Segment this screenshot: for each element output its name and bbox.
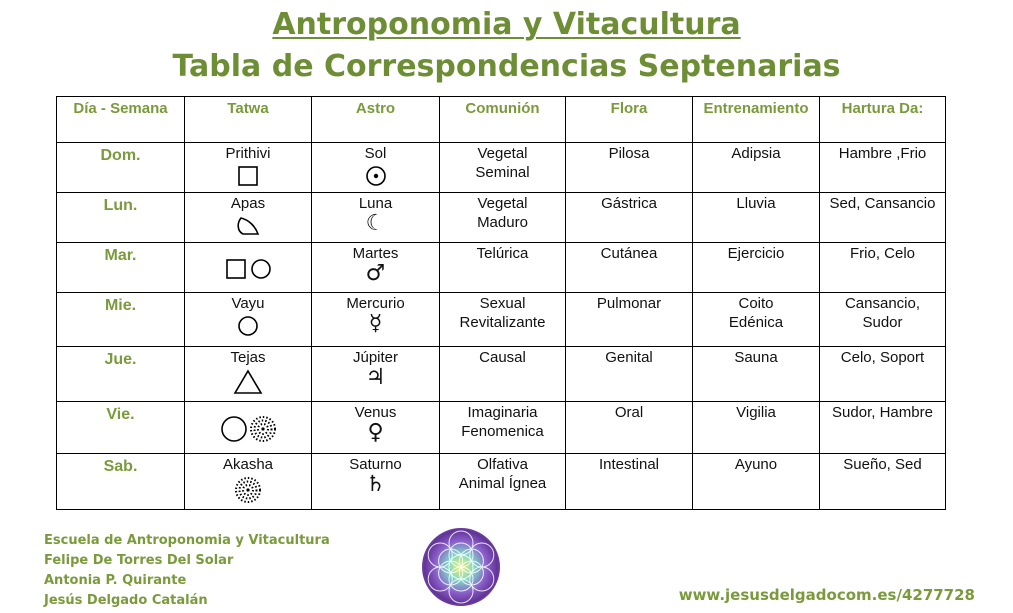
tatwa-name: Prithivi [225,145,271,162]
footer-author-2: Antonia P. Quirante [44,573,187,588]
footer-author-3: Jesús Delgado Catalán [44,593,208,608]
table-row [57,293,946,347]
tatwa-name: Apas [230,195,266,212]
flora-cell: Oral [566,402,693,454]
header-hartura: Hartura Da: [820,97,946,143]
table-row [57,243,946,293]
day-cell: Mie. [57,293,185,347]
mercury-icon: ☿ [368,311,383,336]
sun-icon [365,165,387,187]
flora-cell: Pilosa [566,143,693,193]
day-cell: Sab. [57,454,185,510]
day-cell: Jue. [57,347,185,402]
venus-icon: ♀ [367,420,384,445]
astro-cell [312,293,440,347]
astro-cell [312,347,440,402]
table-row [57,193,946,243]
flora-cell: Cutánea [566,243,693,293]
hartura-cell: Celo, Soport [820,347,946,402]
table-row [57,143,946,193]
tatwa-cell [185,243,312,293]
comunion-cell: Telúrica [440,243,566,293]
tatwa-cell [185,402,312,454]
hartura-cell: Cansancio, Sudor [820,293,946,347]
header-comunion: Comunión [440,97,566,143]
tatwa-name: Akasha [222,456,274,473]
flora-cell: Intestinal [566,454,693,510]
comunion-cell: Sexual Revitalizante [440,293,566,347]
header-entrenamiento: Entrenamiento [693,97,820,143]
tatwa-cell [185,143,312,193]
correspondence-table [56,96,946,510]
mars-icon: ♂ [365,261,386,286]
day-cell: Dom. [57,143,185,193]
astro-name: Saturno [349,456,402,473]
header-dia: Día - Semana [57,97,185,143]
circle-icon [250,258,272,280]
circle-icon [237,315,259,337]
tatwa-name: Tejas [230,349,266,366]
astro-cell [312,143,440,193]
comunion-cell: Imaginaria Fenomenica [440,402,566,454]
day-cell: Vie. [57,402,185,454]
hartura-cell: Sueño, Sed [820,454,946,510]
comunion-cell: Vegetal Maduro [440,193,566,243]
astro-name: Sol [364,145,387,162]
flora-cell: Pulmonar [566,293,693,347]
entrenamiento-cell: Lluvia [693,193,820,243]
comunion-cell: Olfativa Animal Ígnea [440,454,566,510]
tatwa-name: Vayu [231,295,265,312]
table-header-row [57,97,946,143]
flora-cell: Genital [566,347,693,402]
header-astro: Astro [312,97,440,143]
astro-name: Júpiter [352,349,399,366]
entrenamiento-cell: Sauna [693,347,820,402]
jupiter-icon: ♃ [365,365,386,390]
table-row [57,402,946,454]
table-row [57,347,946,402]
entrenamiento-cell: Adipsia [693,143,820,193]
dotted-circle-icon [249,415,277,443]
entrenamiento-cell: Ayuno [693,454,820,510]
footer-school: Escuela de Antroponomia y Vitacultura [44,533,330,548]
header-tatwa: Tatwa [185,97,312,143]
hartura-cell: Sed, Cansancio [820,193,946,243]
astro-name: Martes [352,245,399,262]
tatwa-cell [185,293,312,347]
astro-cell [312,402,440,454]
entrenamiento-cell: Coito Edénica [693,293,820,347]
footer-credits [44,531,330,611]
day-cell: Lun. [57,193,185,243]
comunion-cell: Vegetal Seminal [440,143,566,193]
page-title: Antroponomia y Vitacultura [272,7,741,42]
header-flora: Flora [566,97,693,143]
tatwa-cell [185,454,312,510]
astro-cell [312,193,440,243]
tatwa-cell [185,347,312,402]
page-subtitle: Tabla de Correspondencias Septenarias [172,49,841,84]
flower-of-life-logo-icon [421,527,501,607]
astro-name: Mercurio [346,295,405,312]
square-icon [225,258,247,280]
moon-icon: ☾ [365,211,386,236]
square-icon [237,165,259,187]
tatwa-cell [185,193,312,243]
footer-url: www.jesusdelgadocom.es/4277728 [678,586,975,604]
entrenamiento-cell: Ejercicio [693,243,820,293]
table-row [57,454,946,510]
comunion-cell: Causal [440,347,566,402]
triangle-icon [233,369,263,395]
circle-icon [220,415,248,443]
footer-author-1: Felipe De Torres Del Solar [44,553,234,568]
hartura-cell: Frio, Celo [820,243,946,293]
astro-cell [312,243,440,293]
entrenamiento-cell: Vigilia [693,402,820,454]
saturn-icon: ♄ [365,472,386,497]
dotted-circle-icon [234,476,262,504]
astro-cell [312,454,440,510]
crescent-shape-icon [235,215,261,237]
astro-name: Luna [358,195,393,212]
hartura-cell: Sudor, Hambre [820,402,946,454]
hartura-cell: Hambre ,Frio [820,143,946,193]
astro-name: Venus [354,404,397,421]
day-cell: Mar. [57,243,185,293]
flora-cell: Gástrica [566,193,693,243]
